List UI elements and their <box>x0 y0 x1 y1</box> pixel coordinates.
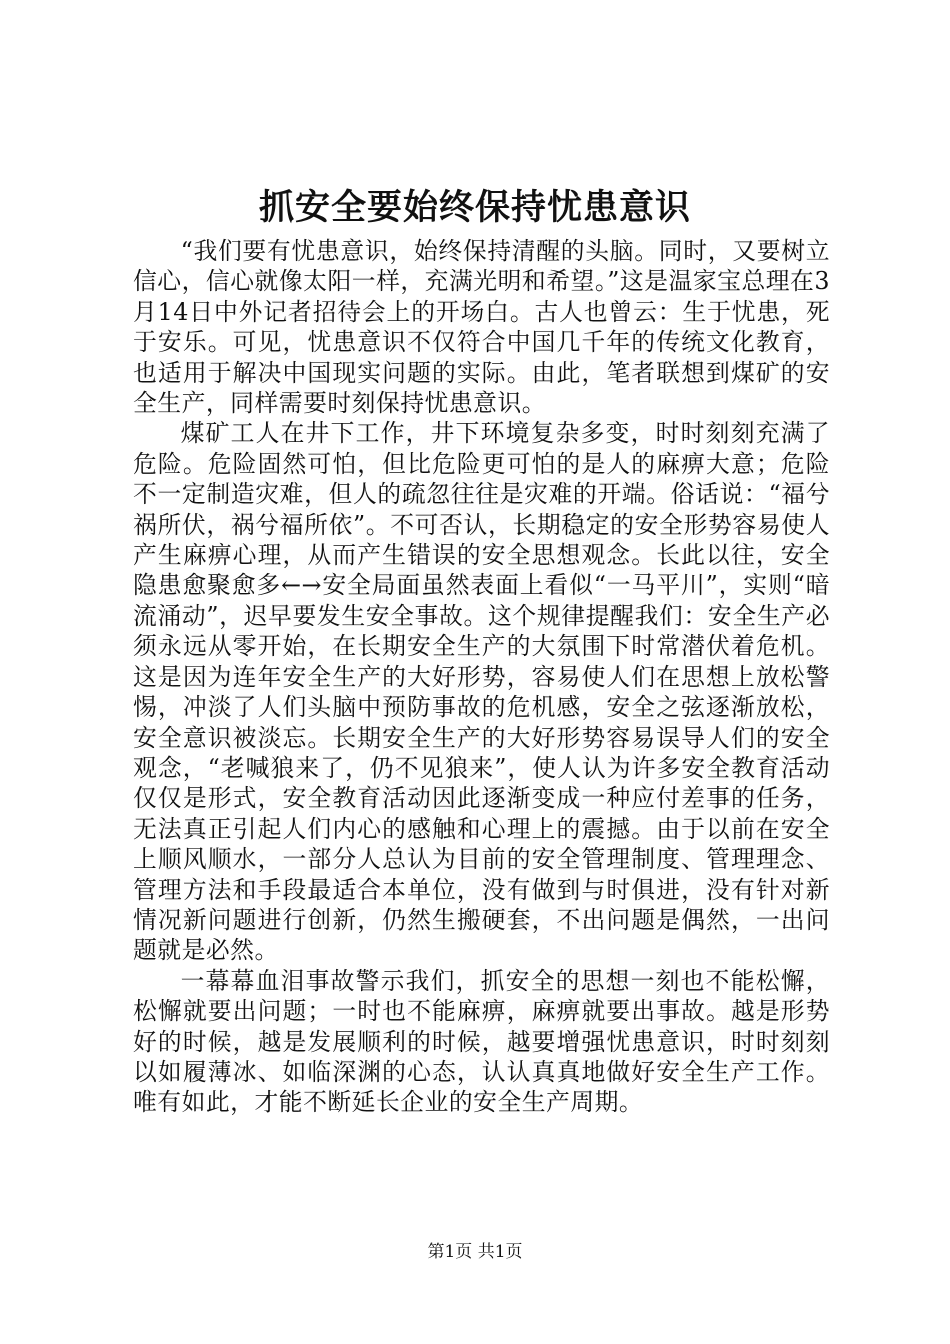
page-footer: 第1页 共1页 <box>427 1242 523 1262</box>
paragraph-1: “我们要有忧患意识，始终保持清醒的头脑。同时，又要树立信心，信心就像太阳一样，充满光明和希望。”这是温家宝总理在3月14日中外记者招待会上的开场白。古人也曾云：生于忧患，死于安乐。可见，忧患意识不仅符合中国几千年的传统文化教育，也适用于解决中国现实问题的实际。由此，笔者联想到煤矿的安全生产，同样需要时刻保持忧患意识。 <box>133 237 830 418</box>
paragraph-3: 一幕幕血泪事故警示我们，抓安全的思想一刻也不能松懈，松懈就要出问题；一时也不能麻痹，麻痹就要出事故。越是形势好的时候，越是发展顺利的时候，越要增强忧患意识，时时刻刻以如履薄冰、如临深渊的心态，认认真真地做好安全生产工作。唯有如此，才能不断延长企业的安全生产周期。 <box>133 966 830 1117</box>
document-body <box>133 236 830 1118</box>
document-title: 抓安全要始终保持忧患意识 <box>258 187 691 228</box>
paragraph-2: 煤矿工人在井下工作，井下环境复杂多变，时时刻刻充满了危险。危险固然可怕，但比危险更可怕的是人的麻痹大意；危险不一定制造灾难，但人的疏忽往往是灾难的开端。俗话说：“福兮祸所伏，祸兮福所依”。不可否认，长期稳定的安全形势容易使人产生麻痹心理，从而产生错误的安全思想观念。长此以往，安全隐患愈聚愈多←→安全局面虽然表面上看似“一马平川”，实则“暗流涌动”，迟早要发生安全事故。这个规律提醒我们：安全生产必须永远从零开始，在长期安全生产的大氛围下时常潜伏着危机。这是因为连年安全生产的大好形势，容易使人们在思想上放松警惕，冲淡了人们头脑中预防事故的危机感，安全之弦逐渐放松，安全意识被淡忘。长期安全生产的大好形势容易误导人们的安全观念，“老喊狼来了，仍不见狼来”，使人认为许多安全教育活动仅仅是形式，安全教育活动因此逐渐变成一种应付差事的任务，无法真正引起人们内心的感触和心理上的震撼。由于以前在安全上顺风顺水，一部分人总认为目前的安全管理制度、管理理念、管理方法和手段最适合本单位，没有做到与时俱进，没有针对新情况新问题进行创新，仍然生搬硬套，不出问题是偶然，一出问题就是必然。 <box>133 419 830 965</box>
